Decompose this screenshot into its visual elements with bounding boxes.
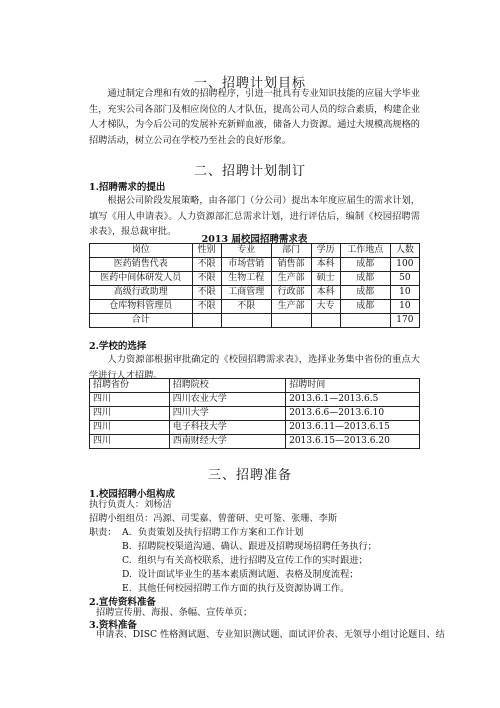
table-cell: 四川农业大学 — [169, 393, 286, 407]
table-header-cell: 招聘时间 — [286, 379, 420, 393]
table-cell: 生物工程 — [221, 272, 271, 286]
table-header-cell: 招聘省份 — [90, 379, 170, 393]
team-subtitle: 1.校园招聘小组构成 — [89, 489, 175, 500]
table-cell: 成都 — [340, 300, 390, 314]
table-cell: 大专 — [311, 300, 340, 314]
duty-item — [122, 526, 303, 540]
section1-body: 通过制定合理和有效的招聘程序，引进一批具有专业知识技能的应届大学毕业生，充实公司各部门及相应岗位的人才队伍，提高公司人员的综合素质，构建企业人才梯队，为今后公司的发展补充新鲜血液，储备人力资源。通过大规模高规格的招聘活动，树立公司在学校乃至社会的良好形象。 — [89, 88, 420, 146]
table-header-cell: 性别 — [192, 244, 221, 258]
demand-subtitle: 1.招聘需求的提出 — [89, 182, 166, 193]
table-row — [90, 300, 420, 314]
table-header-cell: 岗位 — [90, 244, 193, 258]
table-header-cell: 部门 — [271, 244, 311, 258]
table-cell: 四川 — [90, 407, 170, 421]
table-header-cell: 专业 — [221, 244, 271, 258]
table-cell: 50 — [390, 272, 419, 286]
duty-text: 负责策划及执行招聘工作方案和工作计划 — [138, 527, 304, 538]
table-cell: 高级行政助理 — [90, 286, 193, 300]
table-row — [90, 407, 420, 421]
school-table — [89, 378, 420, 449]
table-cell: 成都 — [340, 272, 390, 286]
table-cell — [311, 314, 340, 328]
table-row — [90, 272, 420, 286]
table-cell: 2013.6.15—2013.6.20 — [286, 435, 420, 449]
table-cell: 10 — [390, 286, 419, 300]
duty-text: 招聘院校渠道沟通、确认、跟进及招聘现场招聘任务执行； — [138, 541, 377, 552]
table-cell: 销售部 — [271, 258, 311, 272]
table-cell: 仓库物料管理员 — [90, 300, 193, 314]
materials-body: 申请表、DISC 性格测试题、专业知识测试题、面试评价表、无领导小组讨论题目、结 — [96, 629, 445, 640]
duty-label: 职责： — [89, 527, 117, 538]
table-cell: 四川大学 — [169, 407, 286, 421]
table-total-row — [90, 314, 420, 328]
demand-table — [89, 243, 420, 328]
duty-mark: A. — [122, 527, 132, 538]
duty-mark: B. — [122, 541, 132, 552]
table-header-cell: 人数 — [390, 244, 419, 258]
duty-text: 组织与有关高校联系，进行招聘及宣传工作的实时跟进； — [138, 555, 368, 566]
publicity-body: 招聘宣传册、海报、条幅、宣传单页； — [96, 607, 253, 618]
publicity-subtitle: 2.宣传资料准备 — [89, 597, 156, 608]
table-cell: 四川 — [90, 435, 170, 449]
table-cell: 2013.6.6—2013.6.10 — [286, 407, 420, 421]
table-cell: 医药销售代表 — [90, 258, 193, 272]
table-cell: 2013.6.11—2013.6.15 — [286, 421, 420, 435]
team-leader: 执行负责人：刘杨洁 — [89, 499, 172, 510]
table-cell: 四川 — [90, 393, 170, 407]
demand-table-caption: 2013 届校园招聘需求表 — [201, 234, 308, 245]
duty-item — [122, 554, 368, 568]
table-cell: 10 — [390, 300, 419, 314]
table-cell: 100 — [390, 258, 419, 272]
table-header-cell: 学历 — [311, 244, 340, 258]
table-cell: 工商管理 — [221, 286, 271, 300]
table-row — [90, 258, 420, 272]
table-cell: 不限 — [192, 300, 221, 314]
table-cell: 不限 — [192, 286, 221, 300]
table-cell: 电子科技大学 — [169, 421, 286, 435]
table-cell — [271, 314, 311, 328]
table-cell: 不限 — [221, 300, 271, 314]
table-cell: 生产部 — [271, 272, 311, 286]
duty-item — [122, 582, 349, 596]
table-cell: 不限 — [192, 258, 221, 272]
table-cell: 成都 — [340, 286, 390, 300]
table-cell: 本科 — [311, 258, 340, 272]
total-label: 合计 — [90, 314, 193, 328]
table-row — [90, 435, 420, 449]
table-header-cell: 工作地点 — [340, 244, 390, 258]
duty-mark: E. — [122, 583, 132, 594]
table-row — [90, 393, 420, 407]
table-cell: 西南财经大学 — [169, 435, 286, 449]
section3-title: 三、招聘准备 — [207, 468, 292, 483]
duty-text: 设计面试毕业生的基本素质测试题、表格及制度流程； — [138, 569, 359, 580]
section2-title: 二、招聘计划制订 — [193, 164, 306, 179]
table-cell: 2013.6.1—2013.6.5 — [286, 393, 420, 407]
demand-body: 根据公司阶段发展策略，由各部门（分公司）提出本年度应届生的需求计划，填写《用人申请表》。人力资源部汇总需求计划，进行评估后，编制《校园招聘需求表》，报总裁审批。 — [89, 195, 420, 237]
duty-mark: D. — [122, 569, 132, 580]
table-cell — [192, 314, 221, 328]
duty-mark: C. — [122, 555, 132, 566]
duty-item — [122, 540, 377, 554]
table-row — [90, 286, 420, 300]
duty-text: 其他任何校园招聘工作方面的执行及资源协调工作。 — [138, 583, 350, 594]
table-cell: 本科 — [311, 286, 340, 300]
school-body: 人力资源部根据审批确定的《校园招聘需求表》，选择业务集中省份的重点大学进行人才招聘。 — [89, 354, 420, 381]
table-cell: 成都 — [340, 258, 390, 272]
table-cell: 硕士 — [311, 272, 340, 286]
duty-item — [122, 568, 359, 582]
team-members: 招聘小组组员：冯源、司雯嘉、曾蕾研、史可鉴、张珊、李斯 — [89, 513, 338, 524]
school-subtitle: 2.学校的选择 — [89, 341, 147, 352]
table-cell: 行政部 — [271, 286, 311, 300]
materials-subtitle: 3.资料准备 — [89, 620, 137, 631]
table-cell: 市场营销 — [221, 258, 271, 272]
table-header-cell: 招聘院校 — [169, 379, 286, 393]
table-header-row — [90, 244, 420, 258]
table-header-row — [90, 379, 420, 393]
table-row — [90, 421, 420, 435]
table-cell — [340, 314, 390, 328]
total-value: 170 — [390, 314, 419, 328]
table-cell: 不限 — [192, 272, 221, 286]
table-cell: 四川 — [90, 421, 170, 435]
table-cell: 医药中间体研发人员 — [90, 272, 193, 286]
table-cell: 生产部 — [271, 300, 311, 314]
section1-title: 一、招聘计划目标 — [193, 76, 306, 91]
table-cell — [221, 314, 271, 328]
